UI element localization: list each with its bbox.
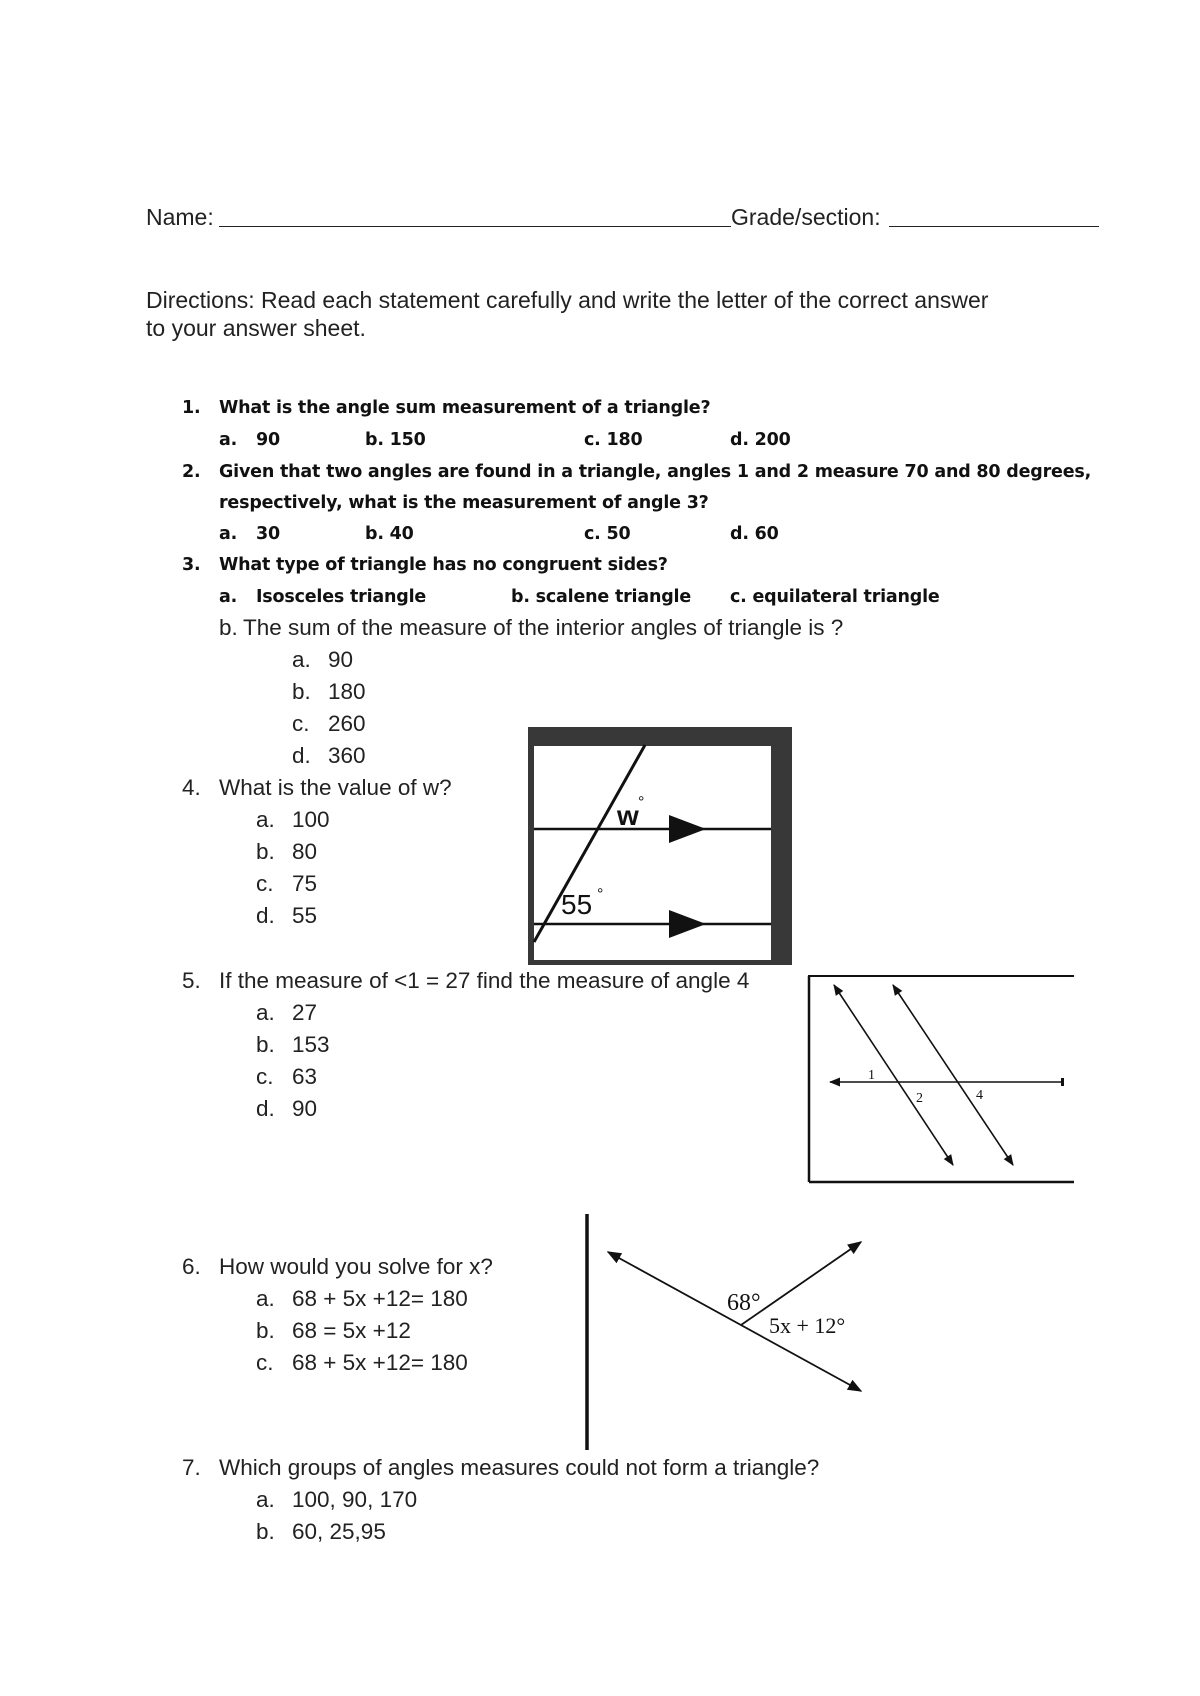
q6-label-68: 68°: [727, 1290, 761, 1316]
q6-option-a: 68 + 5x +12= 180: [292, 1286, 468, 1311]
q5-option-c: 63: [292, 1064, 318, 1089]
q4-label-55: 55: [561, 889, 593, 920]
q4-option-c-letter: c.: [256, 871, 274, 896]
q7-option-b: 60, 25,95: [292, 1519, 386, 1544]
q6-label-expression: 5x + 12°: [769, 1313, 846, 1338]
q4-number: 4.: [182, 775, 201, 800]
q1-option-b: b. 150: [365, 430, 426, 450]
q5-option-b: 153: [292, 1032, 330, 1057]
q6-text: How would you solve for x?: [219, 1254, 493, 1279]
qb-option-a-letter: a.: [292, 647, 311, 672]
directions-line2: to your answer sheet.: [146, 315, 366, 341]
q6-option-a-letter: a.: [256, 1286, 275, 1311]
q2-number: 2.: [182, 462, 201, 482]
q4-option-b: 80: [292, 839, 318, 864]
q6-figure: [580, 1214, 880, 1450]
q4-label-w-degree: °: [638, 794, 645, 811]
name-blank[interactable]: [219, 226, 731, 227]
q7-option-a: 100, 90, 170: [292, 1487, 418, 1512]
name-label: Name:: [146, 204, 214, 230]
q6-option-c-letter: c.: [256, 1350, 274, 1375]
directions-line1: Directions: Read each statement carefully and write the letter of the correct answer: [146, 287, 989, 313]
q5-number: 5.: [182, 968, 201, 993]
q6-number: 6.: [182, 1254, 201, 1279]
q5-label-2: 2: [916, 1091, 923, 1106]
q7-text: Which groups of angles measures could not form a triangle?: [219, 1455, 820, 1480]
q4-figure: [528, 727, 792, 965]
q2-option-a: 30: [256, 524, 280, 544]
q6-option-c: 68 + 5x +12= 180: [292, 1350, 468, 1375]
q5-option-d: 90: [292, 1096, 318, 1121]
grade-label: Grade/section:: [731, 204, 881, 230]
q2-option-a-letter: a.: [219, 524, 238, 544]
q5-label-4: 4: [976, 1088, 983, 1103]
q2-option-b: b. 40: [365, 524, 414, 544]
q4-option-a-letter: a.: [256, 807, 275, 832]
q5-option-a: 27: [292, 1000, 318, 1025]
q1-text: What is the angle sum measurement of a triangle?: [219, 398, 711, 418]
q3-option-c: c. equilateral triangle: [730, 587, 940, 607]
q4-option-d-letter: d.: [256, 903, 275, 928]
q2-text-line1: Given that two angles are found in a triangle, angles 1 and 2 measure 70 and 80 degrees,: [219, 462, 1092, 482]
qb-text: The sum of the measure of the interior angles of triangle is ?: [243, 615, 844, 640]
q5-option-c-letter: c.: [256, 1064, 274, 1089]
q4-label-55-degree: °: [597, 886, 604, 903]
q4-text: What is the value of w?: [219, 775, 452, 800]
qb-option-d-letter: d.: [292, 743, 311, 768]
qb-option-b-letter: b.: [292, 679, 311, 704]
q4-option-b-letter: b.: [256, 839, 275, 864]
q5-option-b-letter: b.: [256, 1032, 275, 1057]
q3-option-a-letter: a.: [219, 587, 238, 607]
q3-option-a: Isosceles triangle: [256, 587, 427, 607]
q1-option-a-letter: a.: [219, 430, 238, 450]
q2-option-c: c. 50: [584, 524, 631, 544]
q6-option-b-letter: b.: [256, 1318, 275, 1343]
grade-blank[interactable]: [889, 226, 1099, 227]
q3-number: 3.: [182, 555, 201, 575]
q5-text: If the measure of <1 = 27 find the measure of angle 4: [219, 968, 750, 993]
qb-option-b: 180: [328, 679, 366, 704]
qb-option-d: 360: [328, 743, 366, 768]
q5-option-a-letter: a.: [256, 1000, 275, 1025]
q4-option-d: 55: [292, 903, 318, 928]
q3-option-b: b. scalene triangle: [511, 587, 692, 607]
q2-option-d: d. 60: [730, 524, 779, 544]
q7-option-a-letter: a.: [256, 1487, 275, 1512]
q4-option-a: 100: [292, 807, 330, 832]
qb-option-a: 90: [328, 647, 354, 672]
q5-label-1: 1: [868, 1068, 875, 1083]
q4-label-w: w: [617, 800, 639, 831]
qb-option-c-letter: c.: [292, 711, 310, 736]
qb-number: b.: [219, 615, 238, 640]
q1-option-d: d. 200: [730, 430, 791, 450]
q2-text-line2: respectively, what is the measurement of angle 3?: [219, 493, 709, 513]
q1-number: 1.: [182, 398, 201, 418]
q7-number: 7.: [182, 1455, 201, 1480]
q1-option-c: c. 180: [584, 430, 643, 450]
q3-text: What type of triangle has no congruent sides?: [219, 555, 668, 575]
q4-option-c: 75: [292, 871, 318, 896]
q5-option-d-letter: d.: [256, 1096, 275, 1121]
q5-figure: [808, 975, 1074, 1185]
q1-option-a: 90: [256, 430, 280, 450]
q6-option-b: 68 = 5x +12: [292, 1318, 411, 1343]
q7-option-b-letter: b.: [256, 1519, 275, 1544]
qb-option-c: 260: [328, 711, 366, 736]
